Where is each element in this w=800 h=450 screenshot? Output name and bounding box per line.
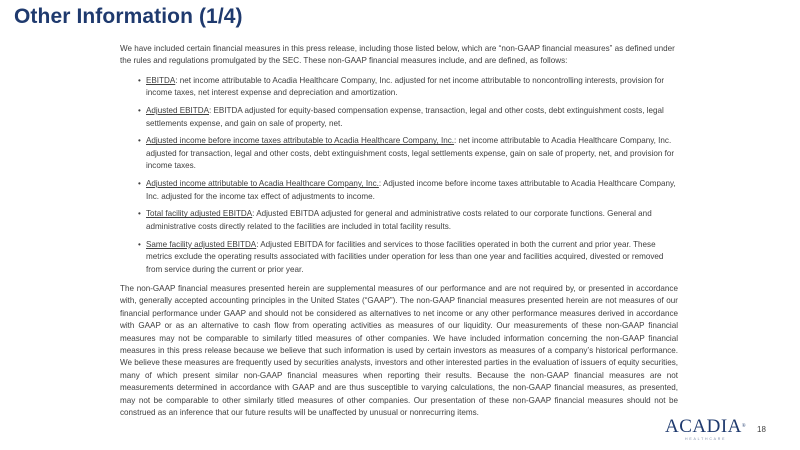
definition-text: : net income attributable to Acadia Healthcare Company, Inc. adjusted for net income attributable to noncontrolling interests, provision for income taxes, net interest expense and depreciation and amortization. <box>146 75 665 98</box>
definition-item <box>120 239 678 276</box>
definition-term: Adjusted income attributable to Acadia Healthcare Company, Inc. <box>146 179 379 189</box>
definition-item <box>120 75 678 100</box>
definitions-list <box>120 75 678 276</box>
content-body <box>120 43 678 419</box>
definition-text: : Adjusted EBITDA adjusted for general and administrative costs related to our corporate functions. General and administrative costs directly related to the facilities are included in total facility results. <box>146 209 652 231</box>
bullet: • <box>138 239 141 249</box>
bullet: • <box>138 136 141 146</box>
definition-term: Adjusted income before income taxes attributable to Acadia Healthcare Company, Inc. <box>146 136 455 146</box>
definition-text: : Adjusted income before income taxes attributable to Acadia Healthcare Company, Inc. adjusted for the income tax effect of adjustments to income. <box>146 179 676 201</box>
definition-term: Same facility adjusted EBITDA <box>146 239 257 249</box>
definition-item <box>120 105 678 130</box>
bullet: • <box>138 209 141 219</box>
definition-item <box>120 178 678 203</box>
definition-term: Adjusted EBITDA <box>146 106 209 116</box>
bullet: • <box>138 75 141 85</box>
bullet: • <box>138 179 141 189</box>
bullet: • <box>138 106 141 116</box>
definition-term: EBITDA <box>146 75 176 85</box>
intro-paragraph: We have included certain financial measures in this press release, including those listed below, which are “non-GAAP financial measures” as defined under the rules and regulations promulgated by the SEC. These non-GAAP financial measures include, and are defined, as follows: <box>120 44 675 66</box>
definition-term: Total facility adjusted EBITDA <box>146 209 253 219</box>
definition-item <box>120 208 678 233</box>
definition-item <box>120 135 678 172</box>
acadia-logo <box>665 418 746 436</box>
page-number: 18 <box>757 425 766 434</box>
logo-subtitle: HEALTHCARE <box>685 437 727 441</box>
logo-name: ACADIA <box>665 416 742 437</box>
definition-text: : net income attributable to Acadia Healthcare Company, Inc. adjusted for transaction, legal and other costs, debt extinguishment costs, legal settlements expense, gain on sale of property, net, and provision for income taxes. <box>146 136 675 171</box>
slide-title: Other Information (1/4) <box>14 5 243 28</box>
definition-text: : EBITDA adjusted for equity-based compensation expense, transaction, legal and other costs, debt extinguishment costs, legal settlements expense, and gain on sale of property, net. <box>146 106 664 128</box>
logo-registered-mark: ® <box>741 424 747 429</box>
definition-text: : Adjusted EBITDA for facilities and services to those facilities operated in both the current and prior year. These metrics exclude the operating results associated with facilities under operation for less than one year and facilities acquired, divested or removed from service during the current or prior year. <box>146 239 664 274</box>
outro-paragraph: The non-GAAP financial measures presented herein are supplemental measures of our performance and are not required by, or presented in accordance with, generally accepted accounting principles in the United States (“GAAP”). The non-GAAP financial measures presented herein are not measures of our financial performance under GAAP and should not be considered as alternatives to net income or any other performance measures derived in accordance with GAAP or as an alternative to cash flow from operating activities as measures of our liquidity. Our measurements of these non-GAAP financial measures may not be comparable to similarly titled measures of other companies. We have included information concerning the non-GAAP financial measures in this press release because we believe that such information is used by certain investors as measures of a company’s historical performance. We believe these measures are frequently used by securities analysts, investors and other interested parties in the evaluation of issuers of equity securities, many of which present similar non-GAAP financial measures when reporting their results. Because the non-GAAP financial measures are not measurements determined in accordance with GAAP and are thus susceptible to varying calculations, the non-GAAP financial measures, as presented, may not be comparable to other similarly titled measures of other companies. Our presentation of these non-GAAP financial measures should not be construed as an inference that our future results will be unaffected by unusual or nonrecurring items. <box>120 284 678 418</box>
